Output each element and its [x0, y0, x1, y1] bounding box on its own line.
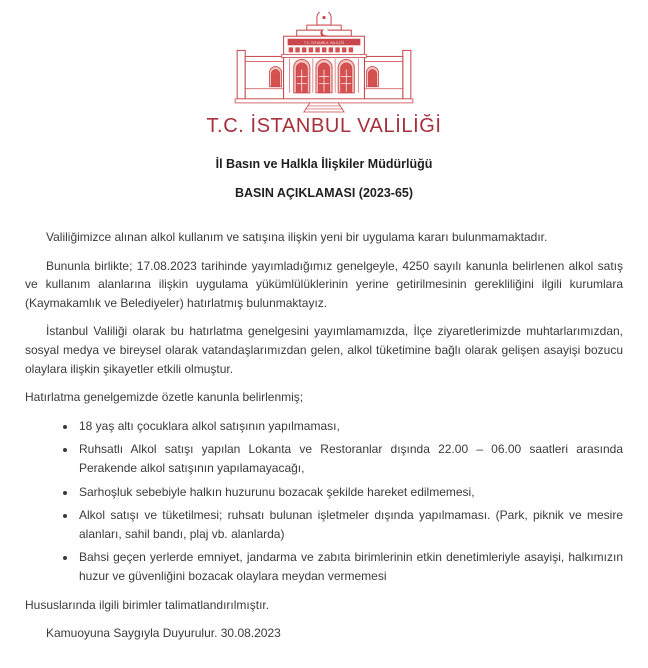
emblem-band-text: T.C. İSTANBUL VALİLİĞİ	[303, 40, 345, 45]
list-item-2: • Ruhsatlı Alkol satışı yapılan Lokanta ve Restoranlar dışında 22.00 – 06.00 saatleri arasında Perakende alkol satışının yapılamayacağı,	[77, 440, 623, 477]
press-release-title: BASIN AÇIKLAMASI (2023-65)	[234, 186, 414, 200]
list-item-5: • Bahsi geçen yerlerde emniyet, jandarma ve zabıta birimlerinin etkin denetimleriyle asayişi, halkımızın huzur ve güvenliğini bozacak olaylara meydan vermemesi	[77, 548, 623, 585]
logo	[25, 12, 623, 137]
paragraph-2: Bununla birlikte; 17.08.2023 tarihinde yayımladığımız genelgeyle, 4250 sayılı kanunla belirlenen alkol satış ve kullanım alanlarına ilişkin uygulama yükümlülüklerinin yerine getirilmesinin gerekliliğini ilgili kurumlara (Kaymakamlık ve Belediyeler) hatırlatmış bulunmaktayız.	[25, 258, 623, 310]
list-item-3: • Sarhoşluk sebebiyle halkın huzurunu bozacak şekilde hareket edilmemesi,	[77, 483, 623, 502]
logo-title: T.C. İSTANBUL VALİLİĞİ	[206, 115, 442, 137]
bullet-list	[25, 417, 623, 586]
list-intro: Hatırlatma genelgemizde özetle kanunla belirlenmiş;	[25, 390, 304, 405]
governorship-building-emblem	[233, 12, 415, 113]
list-item-1: • 18 yaş altı çocuklara alkol satışının yapılmaması,	[77, 417, 623, 436]
paragraph-3: İstanbul Valiliği olarak bu hatırlatma genelgesini yayımlamamızda, İlçe ziyaretlerimizde muhtarlarımızdan, sosyal medya ve bireysel olarak vatandaşlarımızdan gelen, alkol tüketimine bağlı olarak gelişen asayişi bozucu olaylara ilişkin şikayetler etkili olmuştur.	[25, 324, 623, 376]
signoff-line: Kamuoyuna Saygıyla Duyurulur. 30.08.2023	[46, 626, 281, 641]
list-item-4: • Alkol satışı ve tüketilmesi; ruhsatı bulunan işletmeler dışında yapılmaması. (Park, piknik ve mesire alanları, sahil bandı, plaj vb. alanlarda)	[77, 506, 623, 543]
department-heading: İl Basın ve Halkla İlişkiler Müdürlüğü	[215, 157, 433, 171]
paragraph-1: Valiliğimizce alınan alkol kullanım ve satışına ilişkin yeni bir uygulama kararı bulunmamaktadır.	[46, 230, 548, 244]
closing-line: Hususlarında ilgili birimler talimatlandırılmıştır.	[25, 597, 270, 612]
